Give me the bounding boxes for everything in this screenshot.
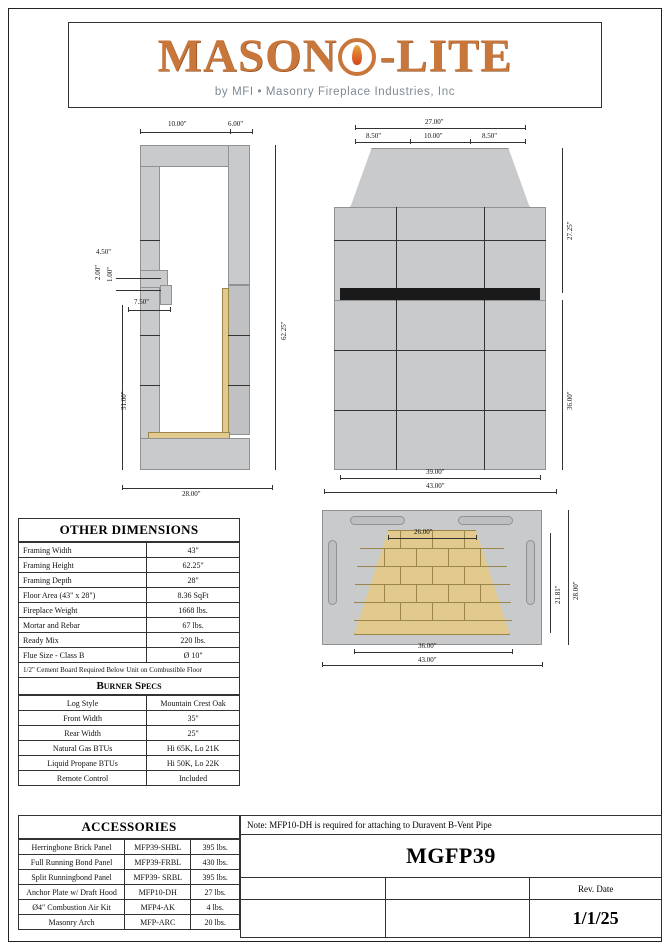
dim-front-3900: 39.00": [426, 468, 445, 476]
dim-plan-2800: 28.00": [572, 581, 580, 600]
rev-cell-2: [386, 878, 531, 900]
plan-slot-side-right: [526, 540, 535, 605]
dim-side-100: 1.00": [106, 266, 114, 282]
dim-side-3100: 31.00": [120, 391, 128, 410]
attachment-note: Note: MFP10-DH is required for attaching to Duravent B-Vent Pipe: [241, 815, 662, 835]
plan-slot-right: [458, 516, 513, 525]
date-cell-1: [241, 900, 386, 938]
side-front-face: [228, 145, 250, 285]
title-block: [240, 815, 662, 938]
table-row: Fireplace Weight 1668 lbs.: [19, 603, 240, 618]
accessories-table: [18, 815, 240, 930]
rev-date-label: Rev. Date: [530, 878, 662, 900]
dim-plan-2600: 26.00": [414, 528, 433, 536]
dim-plan-4300: 43.00": [418, 656, 437, 664]
side-lintel: [160, 285, 172, 305]
table-row: Framing Height 62.25": [19, 558, 240, 573]
rev-cell-1: [241, 878, 386, 900]
dim-plan-2181: 21.81": [554, 585, 562, 604]
plan-slot-left: [350, 516, 405, 525]
flame-icon: [338, 36, 378, 76]
dim-side-6in: 6.00": [228, 120, 244, 128]
other-dimensions-title: OTHER DIMENSIONS: [18, 518, 240, 542]
dim-front-850-left: 8.50": [366, 132, 382, 140]
logo-dash: -: [379, 29, 397, 82]
logo-tagline: by MFI • Masonry Fireplace Industries, Inc: [214, 85, 456, 98]
table-row: Natural Gas BTUs Hi 65K, Lo 21K: [19, 741, 240, 756]
table-row: Full Running Bond Panel MFP39-FRBL 430 lbs.: [19, 855, 240, 870]
table-row: Log Style Mountain Crest Oak: [19, 696, 240, 711]
accessories-title: ACCESSORIES: [18, 815, 240, 839]
plan-slot-side-left: [328, 540, 337, 605]
dim-front-850-right: 8.50": [482, 132, 498, 140]
table-row: Split Runningbond Panel MFP39- SRBL 395 lbs.: [19, 870, 240, 885]
dim-side-2800: 28.00": [182, 490, 201, 498]
other-dimensions-table: [18, 518, 240, 786]
side-brick-panel: [222, 288, 229, 438]
table-row: Flue Size - Class B Ø 10": [19, 648, 240, 663]
table-row: Framing Depth 28": [19, 573, 240, 588]
table-row: Framing Width 43": [19, 543, 240, 558]
front-firebox-opening: [340, 288, 540, 300]
dim-side-10in: 10.00": [168, 120, 187, 128]
side-rear-wall: [140, 145, 160, 470]
dim-front-4300: 43.00": [426, 482, 445, 490]
model-number: MGFP39: [241, 835, 662, 878]
table-row: Remote Control Included: [19, 771, 240, 786]
table-row: Herringbone Brick Panel MFP39-SHBL 395 lbs.: [19, 840, 240, 855]
logo-text-left: MASON: [157, 29, 338, 82]
logo-text-right: LITE: [396, 29, 513, 82]
table-row: Front Width 35": [19, 711, 240, 726]
side-base-slab: [140, 438, 250, 470]
dim-side-750: 7.50": [134, 298, 150, 306]
dim-front-2700: 27.00": [425, 118, 444, 126]
table-row: Ready Mix 220 lbs.: [19, 633, 240, 648]
dim-plan-3600: 36.00": [418, 642, 437, 650]
burner-specs-title: Burner Specs: [18, 678, 240, 695]
dim-front-3600: 36.00": [566, 391, 574, 410]
front-upper-taper: [350, 148, 530, 208]
plan-view: [310, 500, 580, 670]
table-row: Floor Area (43" x 28") 8.36 SqFt: [19, 588, 240, 603]
dim-side-200: 2.00": [94, 264, 102, 280]
logo-wordmark: [157, 29, 513, 82]
date-cell-2: [386, 900, 531, 938]
revision-date: 1/1/25: [530, 900, 662, 938]
table-row: Masonry Arch MFP-ARC 20 lbs.: [19, 915, 240, 930]
table-row: Mortar and Rebar 67 lbs.: [19, 618, 240, 633]
dim-side-6225: 62.25": [280, 321, 288, 340]
side-section-view: [94, 120, 300, 498]
dim-side-450: 4.50": [96, 248, 112, 256]
front-elevation-view: [310, 120, 580, 490]
table-row: Liquid Propane BTUs Hi 50K, Lo 22K: [19, 756, 240, 771]
table-row: Rear Width 25": [19, 726, 240, 741]
front-body-lower: [334, 300, 546, 470]
side-inner-back: [228, 285, 250, 435]
table-row: Anchor Plate w/ Draft Hood MFP10-DH 27 lbs.: [19, 885, 240, 900]
table-row: Ø4" Combustion Air Kit MFP4-AK 4 lbs.: [19, 900, 240, 915]
dim-front-2725: 27.25": [566, 221, 574, 240]
dim-front-1000: 10.00": [424, 132, 443, 140]
table-row: 1/2" Cement Board Required Below Unit on Combustible Floor: [19, 663, 240, 678]
company-logo: [68, 22, 602, 108]
